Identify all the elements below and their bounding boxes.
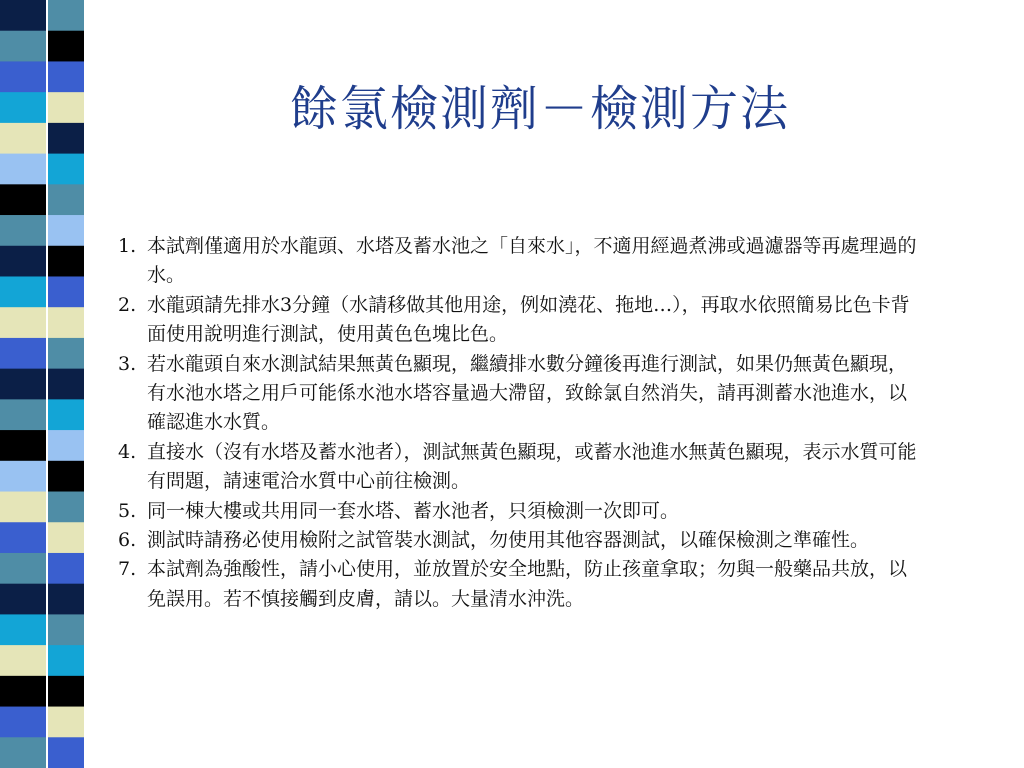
list-item bbox=[118, 555, 918, 614]
list-item-number: 7. bbox=[118, 558, 137, 581]
stripe-segment bbox=[46, 645, 84, 676]
method-list bbox=[118, 232, 918, 614]
stripe-segment bbox=[0, 492, 46, 523]
stripe-segment bbox=[46, 31, 84, 62]
list-item-text: 本試劑為強酸性，請小心使用，並放置於安全地點，防止孩童拿取；勿與一般藥品共放，以免誤用。若不慎接觸到皮膚，請以。大量清水沖洗。 bbox=[147, 558, 908, 610]
stripe-segment bbox=[0, 307, 46, 338]
stripe-segment bbox=[0, 184, 46, 215]
slide-title: 餘氯檢測劑－檢測方法 bbox=[289, 81, 790, 137]
stripe-segment bbox=[0, 123, 46, 154]
stripe-segment bbox=[0, 584, 46, 615]
stripe-segment bbox=[46, 154, 84, 185]
list-item-number: 3. bbox=[118, 352, 137, 375]
list-item-text: 水龍頭請先排水3分鐘（水請移做其他用途，例如澆花、拖地…），再取水依照簡易比色卡背面使用說明進行測試，使用黃色色塊比色。 bbox=[147, 293, 910, 346]
list-item-number: 1. bbox=[118, 235, 137, 257]
list-item bbox=[118, 350, 918, 438]
stripe-column-outer bbox=[0, 0, 46, 768]
list-item bbox=[118, 497, 918, 526]
stripe-segment bbox=[0, 676, 46, 707]
stripe-segment bbox=[46, 614, 84, 645]
stripe-segment bbox=[0, 737, 46, 768]
stripe-segment bbox=[0, 92, 46, 123]
stripe-segment bbox=[0, 215, 46, 246]
stripe-segment bbox=[46, 522, 84, 553]
stripe-segment bbox=[46, 369, 84, 400]
list-item-text: 本試劑僅適用於水龍頭、水塔及蓄水池之「自來水」，不適用經過煮沸或過濾器等再處理過的水。 bbox=[147, 235, 917, 287]
stripe-divider bbox=[46, 0, 48, 768]
stripe-segment bbox=[0, 154, 46, 185]
stripe-segment bbox=[0, 461, 46, 492]
stripe-segment bbox=[0, 0, 46, 31]
list-item-text: 測試時請務必使用檢附之試管裝水測試，勿使用其他容器測試，以確保檢測之準確性。 bbox=[147, 529, 870, 552]
stripe-segment bbox=[0, 430, 46, 461]
list-item bbox=[118, 232, 918, 291]
decorative-stripe-bar bbox=[0, 0, 118, 768]
stripe-segment bbox=[46, 737, 84, 768]
stripe-segment bbox=[0, 369, 46, 400]
stripe-segment bbox=[0, 645, 46, 676]
stripe-segment bbox=[46, 92, 84, 123]
stripe-segment bbox=[0, 276, 46, 307]
stripe-segment bbox=[0, 61, 46, 92]
list-item-text: 同一棟大樓或共用同一套水塔、蓄水池者，只須檢測一次即可。 bbox=[147, 499, 680, 522]
stripe-segment bbox=[46, 553, 84, 584]
stripe-segment bbox=[0, 707, 46, 738]
stripe-column-inner bbox=[46, 0, 86, 768]
stripe-divider bbox=[84, 0, 86, 768]
stripe-segment bbox=[46, 399, 84, 430]
list-item-number: 6. bbox=[118, 529, 137, 552]
list-item-text: 直接水（沒有水塔及蓄水池者），測試無黃色顯現，或蓄水池進水無黃色顯現，表示水質可能有問題，請速電洽水質中心前往檢測。 bbox=[147, 440, 917, 493]
stripe-segment bbox=[46, 0, 84, 31]
stripe-segment bbox=[46, 215, 84, 246]
stripe-segment bbox=[46, 676, 84, 707]
stripe-segment bbox=[0, 246, 46, 277]
stripe-segment bbox=[46, 584, 84, 615]
stripe-segment bbox=[46, 430, 84, 461]
stripe-segment bbox=[0, 399, 46, 430]
list-item-number: 4. bbox=[118, 440, 137, 463]
list-item bbox=[118, 438, 918, 497]
list-item-number: 2. bbox=[118, 293, 137, 316]
list-item bbox=[118, 291, 918, 350]
stripe-segment bbox=[46, 707, 84, 738]
list-item bbox=[118, 526, 918, 555]
stripe-segment bbox=[46, 246, 84, 277]
list-item-number: 5. bbox=[118, 499, 137, 522]
stripe-segment bbox=[46, 123, 84, 154]
stripe-segment bbox=[0, 338, 46, 369]
stripe-segment bbox=[46, 61, 84, 92]
stripe-segment bbox=[0, 614, 46, 645]
stripe-segment bbox=[46, 461, 84, 492]
stripe-segment bbox=[46, 276, 84, 307]
stripe-segment bbox=[0, 553, 46, 584]
stripe-segment bbox=[46, 184, 84, 215]
stripe-segment bbox=[46, 492, 84, 523]
stripe-segment bbox=[46, 307, 84, 338]
stripe-segment bbox=[0, 31, 46, 62]
stripe-graphic bbox=[0, 0, 118, 768]
stripe-segment bbox=[0, 522, 46, 553]
list-item-text: 若水龍頭自來水測試結果無黃色顯現，繼續排水數分鐘後再進行測試，如果仍無黃色顯現，有水池水塔之用戶可能係水池水塔容量過大滯留，致餘氯自然消失，請再測蓄水池進水，以確認進水水質。 bbox=[147, 352, 908, 434]
stripe-segment bbox=[46, 338, 84, 369]
